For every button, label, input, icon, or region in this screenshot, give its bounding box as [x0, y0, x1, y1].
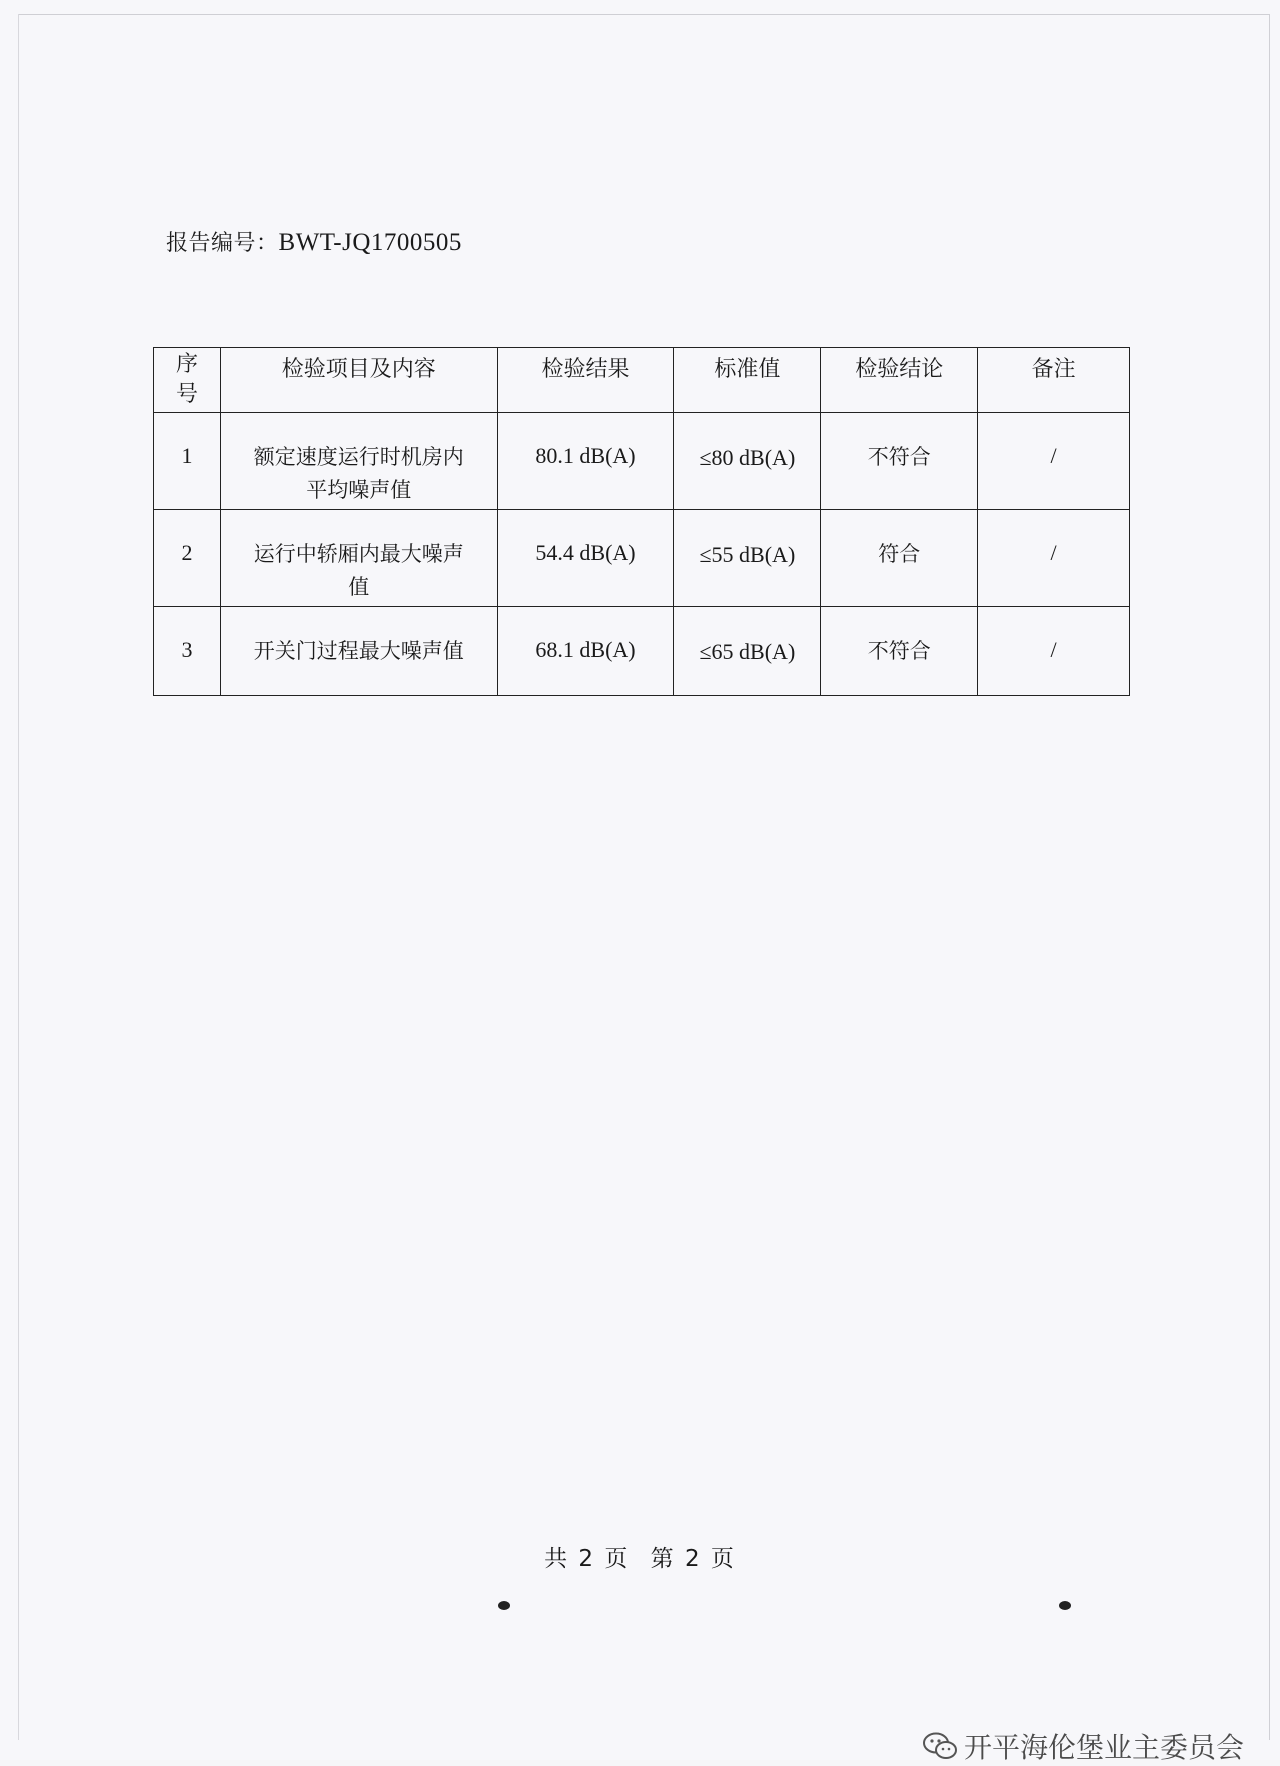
col-header-conclusion: 检验结论	[821, 348, 978, 413]
row-result: 80.1 dB(A)	[497, 413, 674, 510]
col-header-standard: 标准值	[674, 348, 821, 413]
inspection-results-table	[153, 347, 1130, 696]
scan-edge-left	[18, 14, 19, 1740]
report-number-value: BWT-JQ1700505	[278, 229, 462, 256]
row-standard: ≤55 dB(A)	[674, 510, 821, 607]
row-item	[220, 607, 497, 696]
row-item-line2: 平均噪声值	[306, 478, 412, 502]
row-item-line1: 开关门过程最大噪声值	[253, 639, 464, 663]
row-conclusion: 不符合	[821, 413, 978, 510]
table-row	[154, 413, 1130, 510]
watermark	[922, 1726, 1244, 1766]
row-item-line1: 额定速度运行时机房内	[253, 445, 464, 469]
row-remark: /	[978, 510, 1130, 607]
col-header-result: 检验结果	[497, 348, 674, 413]
col-header-no-line2: 号	[175, 382, 198, 407]
row-item	[220, 413, 497, 510]
total-pages: 共 2 页	[544, 1546, 630, 1572]
report-number-label: 报告编号：	[166, 231, 279, 256]
row-conclusion: 不符合	[821, 607, 978, 696]
scan-edge-top	[18, 14, 1270, 15]
row-item-line2: 值	[348, 575, 370, 599]
page-footer	[0, 1540, 1280, 1573]
row-no: 1	[154, 413, 221, 510]
row-result: 68.1 dB(A)	[497, 607, 674, 696]
row-remark: /	[978, 607, 1130, 696]
wechat-icon	[922, 1731, 958, 1761]
table-row	[154, 607, 1130, 696]
scan-edge-right	[1269, 14, 1270, 1740]
col-header-no	[154, 348, 221, 413]
row-no: 3	[154, 607, 221, 696]
current-page: 第 2 页	[650, 1546, 736, 1572]
punch-hole-mark	[1059, 1601, 1071, 1610]
watermark-text: 开平海伦堡业主委员会	[963, 1731, 1244, 1764]
row-item	[220, 510, 497, 607]
row-no: 2	[154, 510, 221, 607]
punch-hole-mark	[498, 1601, 510, 1610]
table-row	[154, 510, 1130, 607]
col-header-remark: 备注	[978, 348, 1130, 413]
table-header-row	[154, 348, 1130, 413]
row-item-line1: 运行中轿厢内最大噪声	[253, 542, 464, 566]
report-number-line	[166, 226, 462, 257]
col-header-item: 检验项目及内容	[220, 348, 497, 413]
row-result: 54.4 dB(A)	[497, 510, 674, 607]
row-standard: ≤80 dB(A)	[674, 413, 821, 510]
row-remark: /	[978, 413, 1130, 510]
row-conclusion: 符合	[821, 510, 978, 607]
row-standard: ≤65 dB(A)	[674, 607, 821, 696]
col-header-no-line1: 序	[175, 352, 198, 377]
